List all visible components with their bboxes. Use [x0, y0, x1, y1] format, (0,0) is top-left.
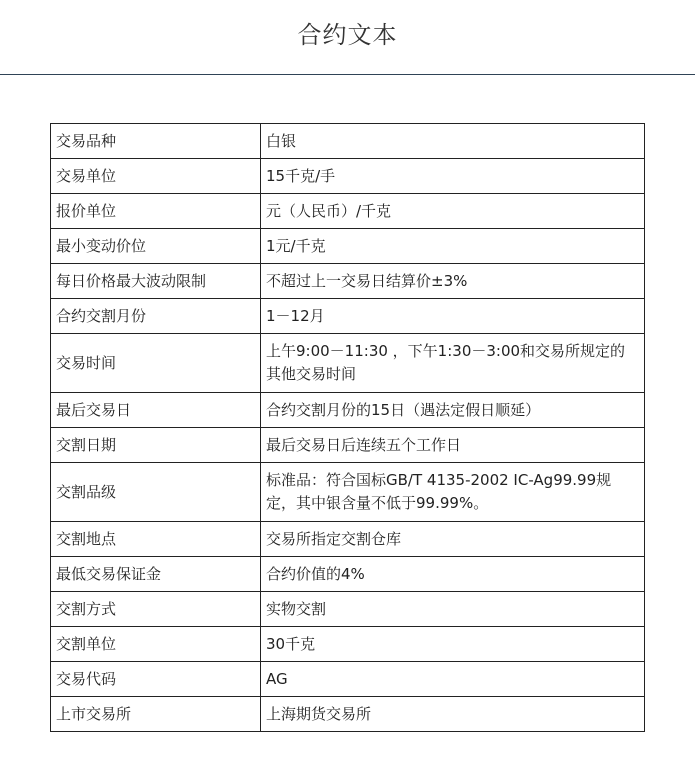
row-value: 不超过上一交易日结算价±3%: [261, 264, 645, 299]
row-label: 最低交易保证金: [51, 557, 261, 592]
page-title: 合约文本: [297, 20, 398, 49]
row-label: 报价单位: [51, 194, 261, 229]
row-label: 交割地点: [51, 522, 261, 557]
row-value: 白银: [261, 124, 645, 159]
row-value: 实物交割: [261, 592, 645, 627]
table-row: [51, 299, 645, 334]
table-row: [51, 334, 645, 393]
table-row: [51, 463, 645, 522]
row-label: 上市交易所: [51, 697, 261, 732]
table-row: [51, 627, 645, 662]
row-label: 交割品级: [51, 463, 261, 522]
row-value: 合约交割月份的15日（遇法定假日顺延）: [261, 393, 645, 428]
row-label: 交易品种: [51, 124, 261, 159]
table-row: [51, 662, 645, 697]
table-row: [51, 592, 645, 627]
table-row: [51, 522, 645, 557]
row-label: 交割方式: [51, 592, 261, 627]
row-label: 交易单位: [51, 159, 261, 194]
row-value: 元（人民币）/千克: [261, 194, 645, 229]
row-value: 最后交易日后连续五个工作日: [261, 428, 645, 463]
row-value: 交易所指定交割仓库: [261, 522, 645, 557]
row-label: 最后交易日: [51, 393, 261, 428]
row-label: 最小变动价位: [51, 229, 261, 264]
table-row: [51, 428, 645, 463]
row-value: 30千克: [261, 627, 645, 662]
row-label: 交易代码: [51, 662, 261, 697]
row-label: 交割单位: [51, 627, 261, 662]
row-value: 标准品：符合国标GB/T 4135-2002 IC-Ag99.99规定，其中银含量不低于99.99%。: [261, 463, 645, 522]
page-header: [0, 0, 695, 75]
row-value: AG: [261, 662, 645, 697]
table-row: [51, 393, 645, 428]
row-label: 每日价格最大波动限制: [51, 264, 261, 299]
row-label: 交易时间: [51, 334, 261, 393]
row-value: 上海期货交易所: [261, 697, 645, 732]
table-row: [51, 229, 645, 264]
row-value: 15千克/手: [261, 159, 645, 194]
table-row: [51, 557, 645, 592]
contract-spec-table: [50, 123, 645, 732]
table-row: [51, 124, 645, 159]
row-value: 上午9:00－11:30 ，下午1:30－3:00和交易所规定的其他交易时间: [261, 334, 645, 393]
table-row: [51, 194, 645, 229]
table-row: [51, 264, 645, 299]
table-row: [51, 159, 645, 194]
row-label: 交割日期: [51, 428, 261, 463]
row-value: 1－12月: [261, 299, 645, 334]
row-label: 合约交割月份: [51, 299, 261, 334]
row-value: 1元/千克: [261, 229, 645, 264]
table-row: [51, 697, 645, 732]
row-value: 合约价值的4%: [261, 557, 645, 592]
